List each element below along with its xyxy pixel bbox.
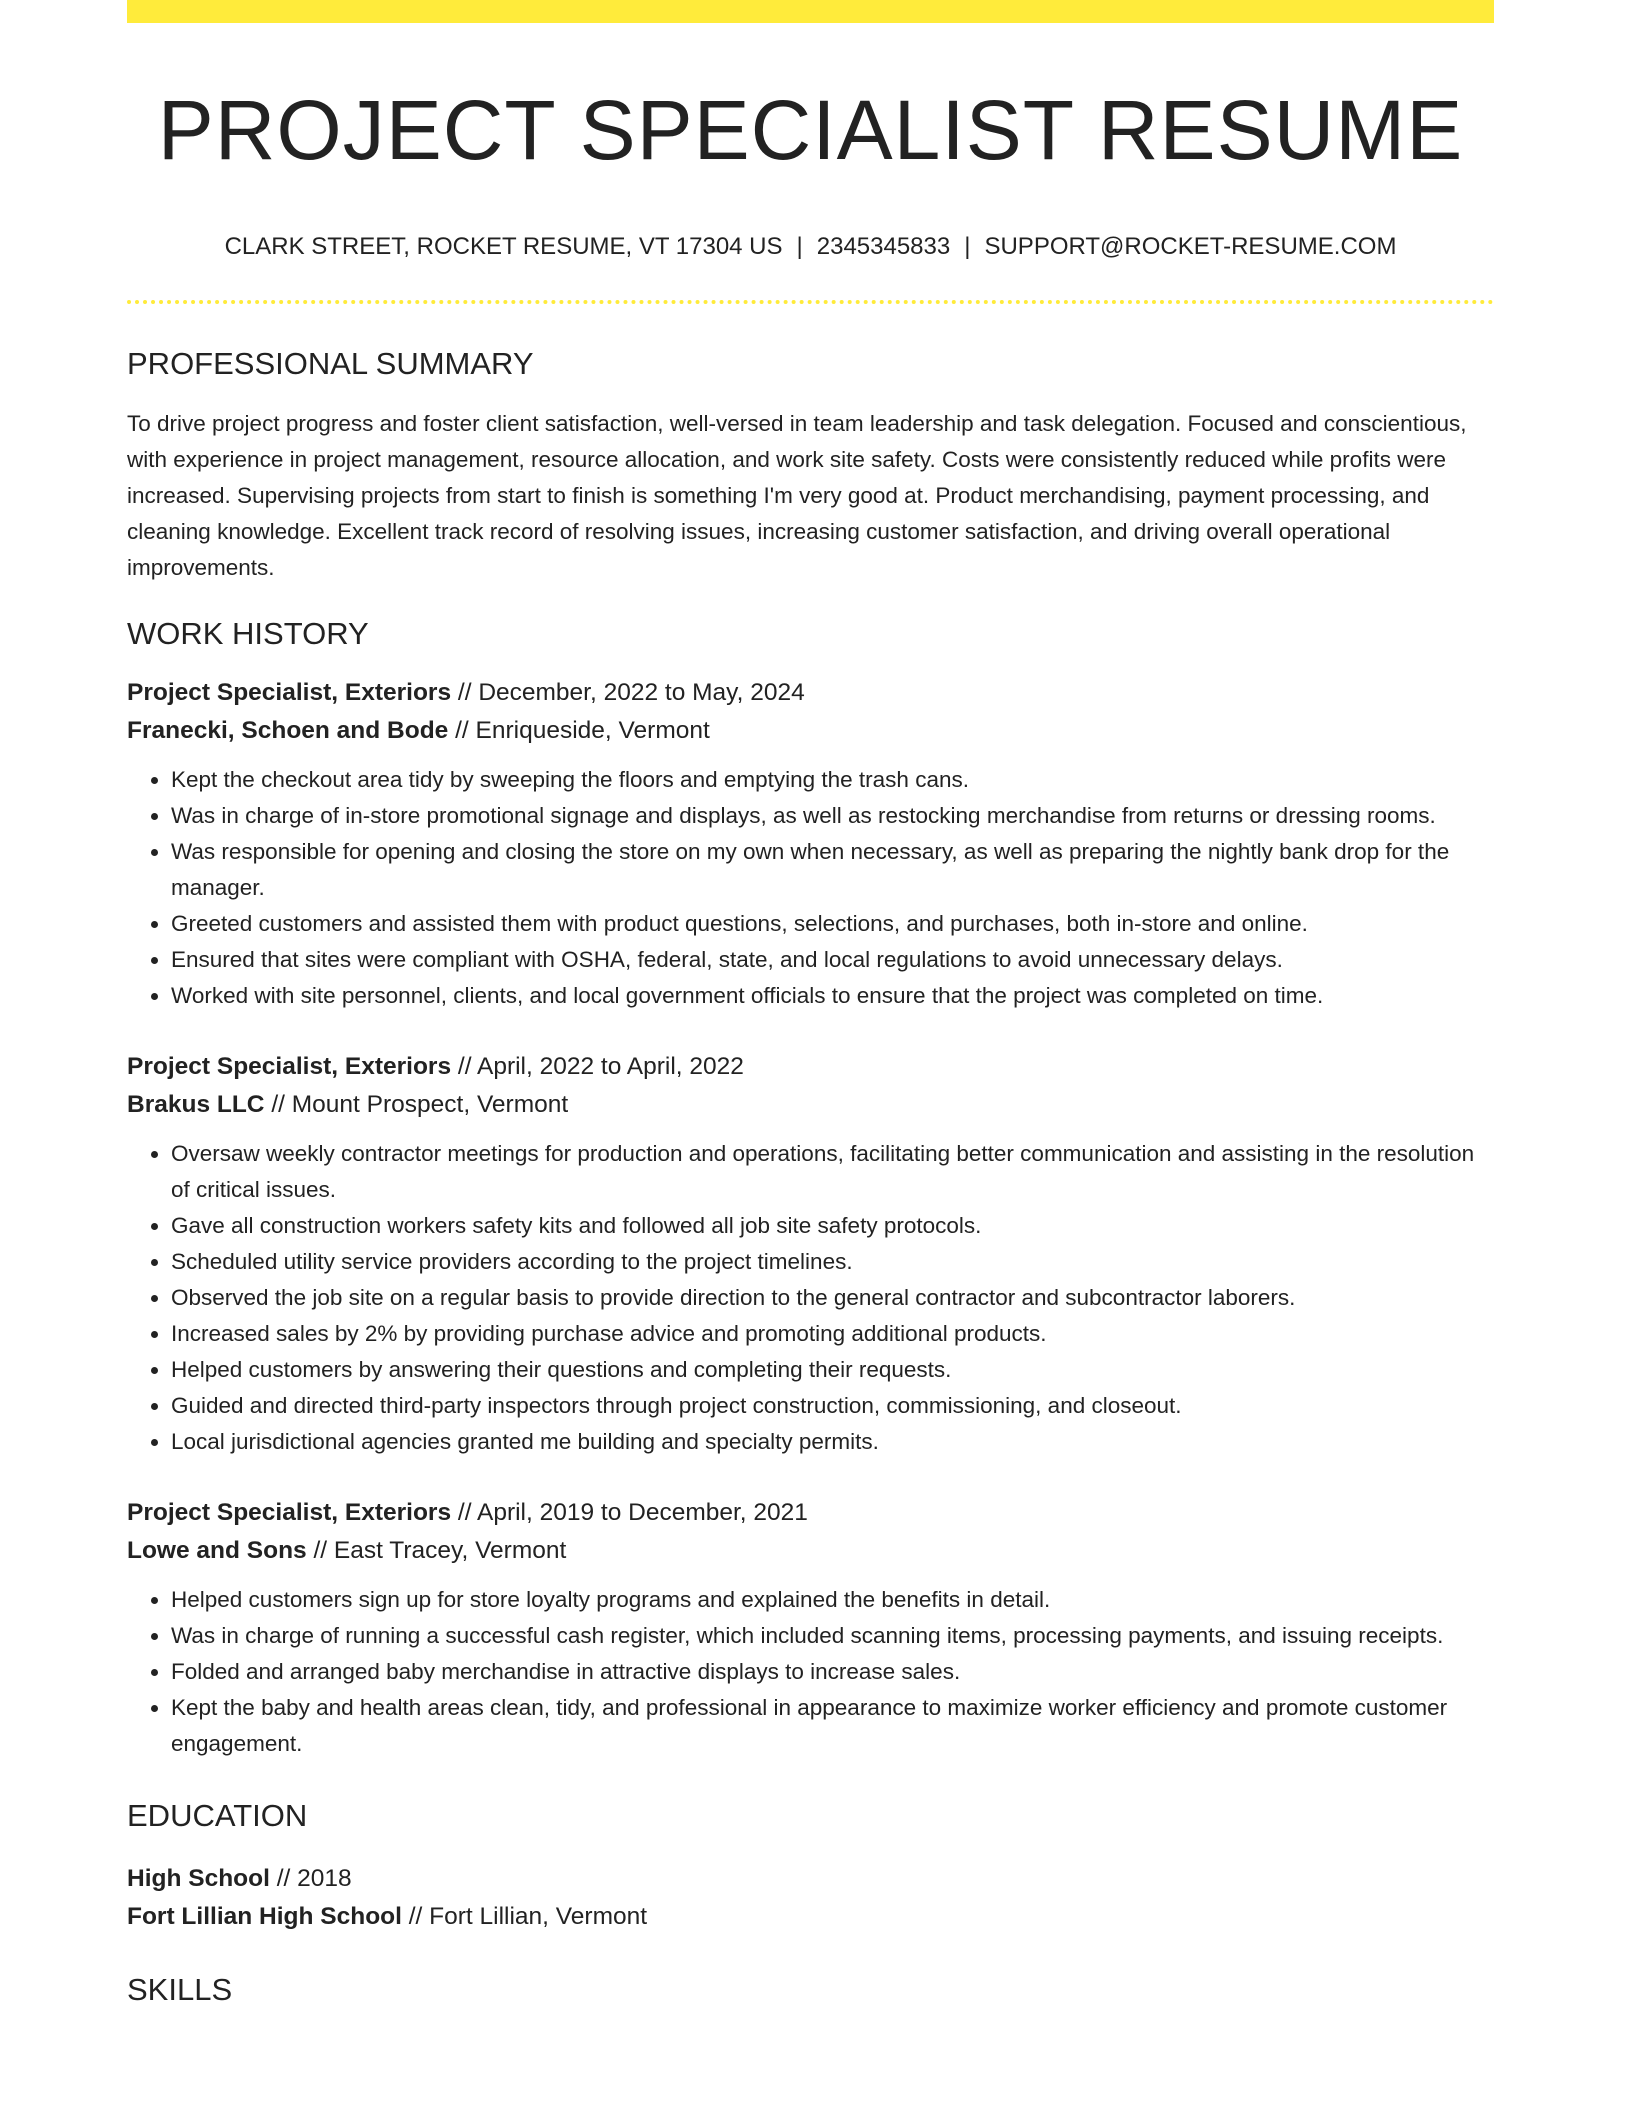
job-bullet: • Kept the baby and health areas clean, tidy, and professional in appearance to maximize worker efficiency and promote customer engagement.	[171, 1690, 1494, 1762]
resume-content	[127, 0, 1494, 2010]
job-bullet: • Increased sales by 2% by providing purchase advice and promoting additional products.	[171, 1316, 1494, 1352]
contact-email: SUPPORT@ROCKET-RESUME.COM	[984, 233, 1397, 260]
job-bullet: • Worked with site personnel, clients, and local government officials to ensure that the project was completed on time.	[171, 978, 1494, 1014]
job-location: // East Tracey, Vermont	[313, 1537, 567, 1564]
job-location: // Mount Prospect, Vermont	[271, 1091, 569, 1118]
job-entry-2	[127, 1048, 1494, 1460]
education-heading: EDUCATION	[127, 1798, 308, 1833]
education-location: // Fort Lillian, Vermont	[408, 1903, 648, 1930]
dotted-divider	[127, 300, 1494, 304]
job-bullet: • Helped customers sign up for store loyalty programs and explained the benefits in detail.	[171, 1582, 1494, 1618]
job-company: Franecki, Schoen and Bode	[127, 717, 449, 744]
job-company: Lowe and Sons	[127, 1537, 307, 1564]
job-bullets	[127, 762, 1494, 1014]
job-company-line	[127, 712, 1494, 750]
job-bullet: • Oversaw weekly contractor meetings for production and operations, facilitating better communication and assisting in the resolution of critical issues.	[171, 1136, 1494, 1208]
contact-separator: |	[964, 233, 971, 260]
job-company-line	[127, 1086, 1494, 1124]
job-bullets	[127, 1136, 1494, 1460]
job-bullet: • Gave all construction workers safety kits and followed all job site safety protocols.	[171, 1208, 1494, 1244]
job-bullet: • Was in charge of running a successful cash register, which included scanning items, processing payments, and issuing receipts.	[171, 1618, 1494, 1654]
job-dates: // April, 2019 to December, 2021	[457, 1499, 808, 1526]
work-history-heading: WORK HISTORY	[127, 616, 369, 651]
education-year: // 2018	[276, 1865, 352, 1892]
job-dates: // December, 2022 to May, 2024	[457, 679, 805, 706]
job-company: Brakus LLC	[127, 1091, 265, 1118]
resume-title: PROJECT SPECIALIST RESUME	[157, 83, 1464, 177]
education-school-line	[127, 1898, 1494, 1936]
job-bullet: • Helped customers by answering their questions and completing their requests.	[171, 1352, 1494, 1388]
job-title: Project Specialist, Exteriors	[127, 1053, 452, 1080]
job-bullet: • Kept the checkout area tidy by sweeping the floors and emptying the trash cans.	[171, 762, 1494, 798]
job-bullet: • Was in charge of in-store promotional signage and displays, as well as restocking merchandise from returns or dressing rooms.	[171, 798, 1494, 834]
contact-address: CLARK STREET, ROCKET RESUME, VT 17304 US	[224, 233, 783, 260]
job-company-line	[127, 1532, 1494, 1570]
job-bullet: • Greeted customers and assisted them with product questions, selections, and purchases, both in-store and online.	[171, 906, 1494, 942]
job-title: Project Specialist, Exteriors	[127, 679, 452, 706]
job-title-line	[127, 1048, 1494, 1086]
skills-heading: SKILLS	[127, 1972, 233, 2007]
job-bullet: • Folded and arranged baby merchandise in attractive displays to increase sales.	[171, 1654, 1494, 1690]
job-bullets	[127, 1582, 1494, 1762]
summary-heading: PROFESSIONAL SUMMARY	[127, 346, 534, 381]
contact-phone: 2345345833	[816, 233, 951, 260]
education-degree-line	[127, 1860, 1494, 1898]
job-entry-3	[127, 1494, 1494, 1762]
job-title-line	[127, 1494, 1494, 1532]
education-degree: High School	[127, 1865, 270, 1892]
job-location: // Enriqueside, Vermont	[455, 717, 710, 744]
job-bullet: • Was responsible for opening and closing the store on my own when necessary, as well as preparing the nightly bank drop for the manager.	[171, 834, 1494, 906]
education-school: Fort Lillian High School	[127, 1903, 402, 1930]
job-bullet: • Local jurisdictional agencies granted me building and specialty permits.	[171, 1424, 1494, 1460]
summary-text: To drive project progress and foster client satisfaction, well-versed in team leadership and task delegation. Focused and conscientious, with experience in project management, resource allocation, and work site safety. Costs were consistently reduced while profits were increased. Supervising projects from start to finish is something I'm very good at. Product merchandising, payment processing, and cleaning knowledge. Excellent track record of resolving issues, increasing customer satisfaction, and driving overall operational improvements.	[127, 411, 1467, 580]
job-dates: // April, 2022 to April, 2022	[457, 1053, 744, 1080]
job-title: Project Specialist, Exteriors	[127, 1499, 452, 1526]
contact-line	[127, 232, 1494, 262]
job-bullet: • Scheduled utility service providers according to the project timelines.	[171, 1244, 1494, 1280]
job-bullet: • Guided and directed third-party inspectors through project construction, commissioning, and closeout.	[171, 1388, 1494, 1424]
job-entry-1	[127, 674, 1494, 1014]
education-entry	[127, 1860, 1494, 1936]
job-title-line	[127, 674, 1494, 712]
job-bullet: • Observed the job site on a regular basis to provide direction to the general contractor and subcontractor laborers.	[171, 1280, 1494, 1316]
contact-separator: |	[796, 233, 803, 260]
job-bullet: • Ensured that sites were compliant with OSHA, federal, state, and local regulations to avoid unnecessary delays.	[171, 942, 1494, 978]
